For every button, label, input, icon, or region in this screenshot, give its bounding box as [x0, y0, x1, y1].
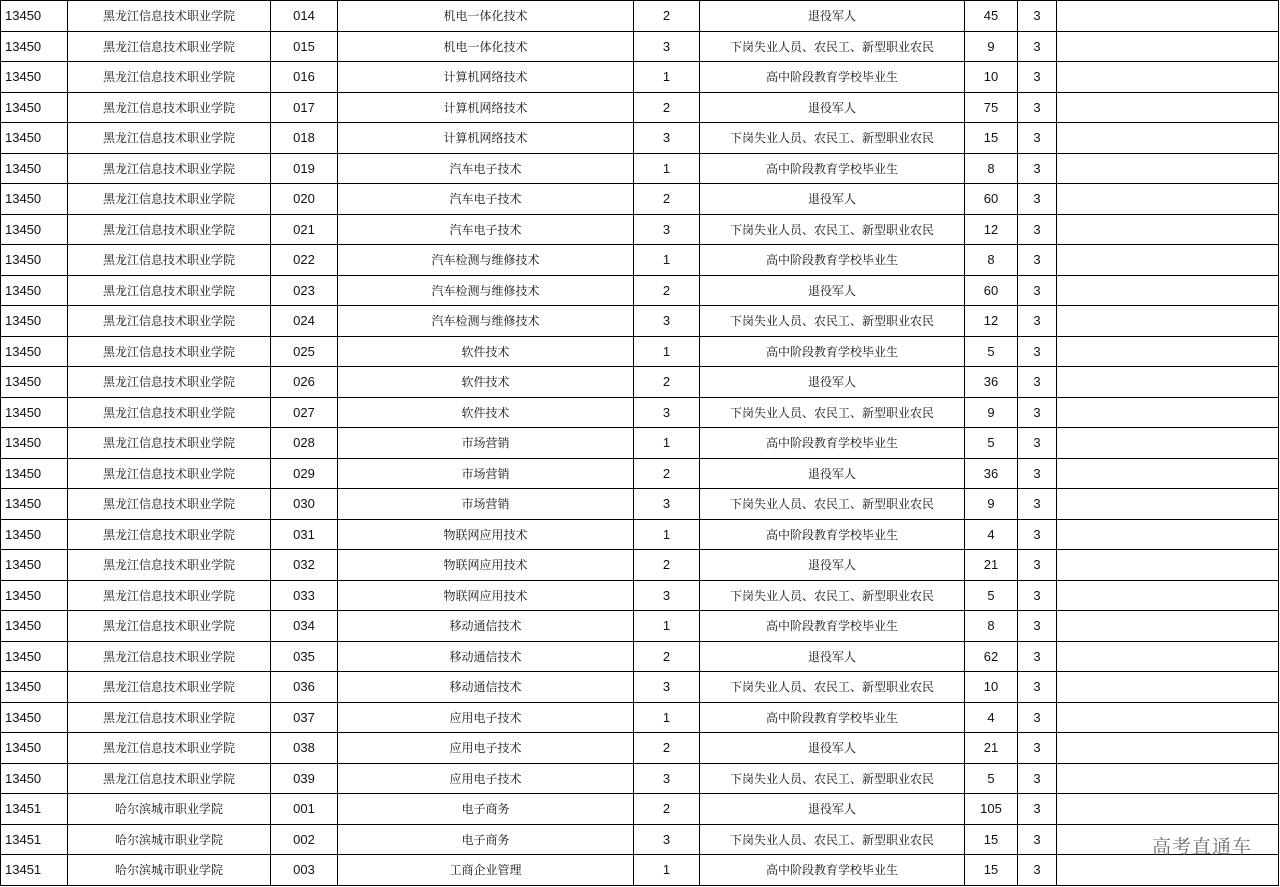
table-row	[1, 275, 1279, 306]
cell-remark	[1057, 62, 1279, 93]
cell-remark	[1057, 611, 1279, 642]
cell-plan-count: 75	[965, 92, 1018, 123]
cell-major-code: 023	[271, 275, 338, 306]
table-row	[1, 306, 1279, 337]
cell-plan-count: 5	[965, 763, 1018, 794]
cell-school-code: 13451	[1, 824, 68, 855]
cell-school-name: 哈尔滨城市职业学院	[68, 824, 271, 855]
cell-major-name: 软件技术	[338, 336, 634, 367]
cell-category-name: 高中阶段教育学校毕业生	[700, 245, 965, 276]
cell-major-name: 汽车电子技术	[338, 153, 634, 184]
table-row	[1, 245, 1279, 276]
cell-school-name: 黑龙江信息技术职业学院	[68, 92, 271, 123]
cell-school-code: 13450	[1, 275, 68, 306]
cell-plan-count: 10	[965, 62, 1018, 93]
cell-category-name: 退役军人	[700, 1, 965, 32]
cell-school-code: 13450	[1, 763, 68, 794]
cell-school-name: 哈尔滨城市职业学院	[68, 794, 271, 825]
cell-plan-count: 9	[965, 489, 1018, 520]
cell-school-code: 13450	[1, 367, 68, 398]
cell-category-code: 3	[634, 824, 700, 855]
cell-school-code: 13450	[1, 428, 68, 459]
cell-major-name: 移动通信技术	[338, 611, 634, 642]
cell-major-name: 应用电子技术	[338, 702, 634, 733]
cell-school-code: 13450	[1, 306, 68, 337]
cell-major-code: 038	[271, 733, 338, 764]
cell-school-name: 黑龙江信息技术职业学院	[68, 428, 271, 459]
cell-remark	[1057, 489, 1279, 520]
cell-school-code: 13450	[1, 489, 68, 520]
cell-category-code: 2	[634, 550, 700, 581]
cell-category-name: 高中阶段教育学校毕业生	[700, 428, 965, 459]
cell-category-code: 2	[634, 92, 700, 123]
cell-major-code: 017	[271, 92, 338, 123]
cell-category-name: 退役军人	[700, 367, 965, 398]
cell-school-code: 13450	[1, 702, 68, 733]
cell-category-name: 下岗失业人员、农民工、新型职业农民	[700, 824, 965, 855]
cell-major-code: 032	[271, 550, 338, 581]
cell-remark	[1057, 92, 1279, 123]
cell-school-code: 13450	[1, 519, 68, 550]
cell-category-name: 退役军人	[700, 458, 965, 489]
cell-category-name: 退役军人	[700, 794, 965, 825]
cell-category-name: 下岗失业人员、农民工、新型职业农民	[700, 672, 965, 703]
cell-plan-count: 8	[965, 611, 1018, 642]
cell-category-name: 高中阶段教育学校毕业生	[700, 153, 965, 184]
cell-remark	[1057, 367, 1279, 398]
cell-duration: 3	[1018, 153, 1057, 184]
cell-school-name: 黑龙江信息技术职业学院	[68, 489, 271, 520]
cell-major-code: 029	[271, 458, 338, 489]
cell-major-code: 015	[271, 31, 338, 62]
cell-school-code: 13450	[1, 184, 68, 215]
cell-major-name: 汽车检测与维修技术	[338, 306, 634, 337]
cell-major-code: 002	[271, 824, 338, 855]
cell-plan-count: 9	[965, 31, 1018, 62]
table-row	[1, 580, 1279, 611]
cell-duration: 3	[1018, 92, 1057, 123]
cell-category-code: 2	[634, 367, 700, 398]
cell-school-name: 黑龙江信息技术职业学院	[68, 519, 271, 550]
cell-major-name: 物联网应用技术	[338, 519, 634, 550]
table-row	[1, 672, 1279, 703]
table-row	[1, 824, 1279, 855]
cell-plan-count: 105	[965, 794, 1018, 825]
cell-major-name: 机电一体化技术	[338, 1, 634, 32]
cell-school-name: 黑龙江信息技术职业学院	[68, 367, 271, 398]
cell-category-name: 退役军人	[700, 733, 965, 764]
cell-duration: 3	[1018, 824, 1057, 855]
cell-category-code: 3	[634, 123, 700, 154]
cell-major-code: 018	[271, 123, 338, 154]
cell-category-code: 3	[634, 580, 700, 611]
cell-school-code: 13450	[1, 92, 68, 123]
cell-category-name: 高中阶段教育学校毕业生	[700, 519, 965, 550]
cell-major-code: 022	[271, 245, 338, 276]
cell-plan-count: 8	[965, 153, 1018, 184]
table-row	[1, 397, 1279, 428]
table-row	[1, 336, 1279, 367]
cell-duration: 3	[1018, 1, 1057, 32]
cell-school-name: 黑龙江信息技术职业学院	[68, 306, 271, 337]
cell-remark	[1057, 336, 1279, 367]
cell-school-code: 13450	[1, 672, 68, 703]
cell-category-name: 下岗失业人员、农民工、新型职业农民	[700, 31, 965, 62]
cell-duration: 3	[1018, 184, 1057, 215]
cell-plan-count: 5	[965, 580, 1018, 611]
cell-duration: 3	[1018, 580, 1057, 611]
cell-category-code: 1	[634, 855, 700, 886]
cell-category-code: 1	[634, 62, 700, 93]
cell-school-code: 13450	[1, 641, 68, 672]
cell-major-name: 汽车检测与维修技术	[338, 275, 634, 306]
cell-major-name: 汽车检测与维修技术	[338, 245, 634, 276]
cell-remark	[1057, 855, 1279, 886]
cell-major-name: 计算机网络技术	[338, 123, 634, 154]
table-row	[1, 458, 1279, 489]
cell-remark	[1057, 214, 1279, 245]
cell-duration: 3	[1018, 306, 1057, 337]
cell-major-code: 024	[271, 306, 338, 337]
cell-plan-count: 5	[965, 428, 1018, 459]
cell-major-name: 移动通信技术	[338, 641, 634, 672]
cell-duration: 3	[1018, 214, 1057, 245]
cell-major-code: 019	[271, 153, 338, 184]
cell-school-name: 黑龙江信息技术职业学院	[68, 336, 271, 367]
cell-remark	[1057, 519, 1279, 550]
cell-duration: 3	[1018, 62, 1057, 93]
cell-plan-count: 36	[965, 367, 1018, 398]
cell-remark	[1057, 31, 1279, 62]
cell-duration: 3	[1018, 733, 1057, 764]
cell-plan-count: 9	[965, 397, 1018, 428]
cell-category-code: 3	[634, 672, 700, 703]
cell-category-code: 1	[634, 428, 700, 459]
table-row	[1, 428, 1279, 459]
cell-major-code: 014	[271, 1, 338, 32]
cell-category-code: 1	[634, 245, 700, 276]
table-row	[1, 794, 1279, 825]
cell-major-name: 市场营销	[338, 428, 634, 459]
cell-school-code: 13450	[1, 611, 68, 642]
cell-category-code: 2	[634, 458, 700, 489]
cell-plan-count: 62	[965, 641, 1018, 672]
cell-category-name: 高中阶段教育学校毕业生	[700, 62, 965, 93]
cell-remark	[1057, 1, 1279, 32]
cell-school-name: 黑龙江信息技术职业学院	[68, 611, 271, 642]
table-row	[1, 489, 1279, 520]
cell-duration: 3	[1018, 275, 1057, 306]
cell-major-name: 市场营销	[338, 489, 634, 520]
cell-major-code: 028	[271, 428, 338, 459]
cell-major-code: 026	[271, 367, 338, 398]
cell-school-name: 黑龙江信息技术职业学院	[68, 672, 271, 703]
cell-school-name: 黑龙江信息技术职业学院	[68, 153, 271, 184]
cell-major-code: 037	[271, 702, 338, 733]
cell-remark	[1057, 550, 1279, 581]
cell-school-code: 13450	[1, 31, 68, 62]
cell-category-code: 2	[634, 184, 700, 215]
cell-remark	[1057, 580, 1279, 611]
cell-category-name: 高中阶段教育学校毕业生	[700, 336, 965, 367]
cell-remark	[1057, 123, 1279, 154]
table-row	[1, 184, 1279, 215]
cell-school-code: 13450	[1, 458, 68, 489]
cell-remark	[1057, 763, 1279, 794]
cell-school-code: 13450	[1, 733, 68, 764]
cell-category-name: 下岗失业人员、农民工、新型职业农民	[700, 214, 965, 245]
cell-major-name: 电子商务	[338, 824, 634, 855]
cell-category-code: 2	[634, 733, 700, 764]
cell-category-name: 下岗失业人员、农民工、新型职业农民	[700, 763, 965, 794]
cell-remark	[1057, 641, 1279, 672]
cell-school-name: 黑龙江信息技术职业学院	[68, 397, 271, 428]
cell-plan-count: 36	[965, 458, 1018, 489]
cell-major-name: 汽车电子技术	[338, 214, 634, 245]
cell-remark	[1057, 794, 1279, 825]
cell-duration: 3	[1018, 702, 1057, 733]
cell-major-name: 电子商务	[338, 794, 634, 825]
cell-duration: 3	[1018, 397, 1057, 428]
cell-duration: 3	[1018, 367, 1057, 398]
cell-major-name: 汽车电子技术	[338, 184, 634, 215]
table-row	[1, 550, 1279, 581]
cell-school-code: 13450	[1, 580, 68, 611]
cell-major-code: 030	[271, 489, 338, 520]
cell-duration: 3	[1018, 519, 1057, 550]
cell-plan-count: 12	[965, 214, 1018, 245]
cell-school-name: 黑龙江信息技术职业学院	[68, 702, 271, 733]
table-row	[1, 62, 1279, 93]
cell-major-code: 031	[271, 519, 338, 550]
table-row	[1, 367, 1279, 398]
cell-category-name: 下岗失业人员、农民工、新型职业农民	[700, 489, 965, 520]
cell-major-code: 033	[271, 580, 338, 611]
cell-category-name: 下岗失业人员、农民工、新型职业农民	[700, 306, 965, 337]
cell-school-name: 黑龙江信息技术职业学院	[68, 214, 271, 245]
cell-school-name: 黑龙江信息技术职业学院	[68, 550, 271, 581]
cell-major-name: 机电一体化技术	[338, 31, 634, 62]
cell-school-code: 13450	[1, 153, 68, 184]
cell-category-name: 退役军人	[700, 275, 965, 306]
cell-school-name: 黑龙江信息技术职业学院	[68, 1, 271, 32]
cell-school-code: 13450	[1, 550, 68, 581]
cell-school-name: 黑龙江信息技术职业学院	[68, 458, 271, 489]
cell-remark	[1057, 702, 1279, 733]
cell-major-name: 计算机网络技术	[338, 92, 634, 123]
cell-duration: 3	[1018, 336, 1057, 367]
cell-category-code: 1	[634, 336, 700, 367]
cell-school-name: 黑龙江信息技术职业学院	[68, 641, 271, 672]
cell-category-code: 1	[634, 519, 700, 550]
cell-major-code: 036	[271, 672, 338, 703]
cell-major-code: 021	[271, 214, 338, 245]
cell-category-code: 3	[634, 306, 700, 337]
cell-category-code: 3	[634, 31, 700, 62]
cell-school-name: 黑龙江信息技术职业学院	[68, 733, 271, 764]
cell-school-code: 13450	[1, 214, 68, 245]
cell-duration: 3	[1018, 428, 1057, 459]
cell-plan-count: 10	[965, 672, 1018, 703]
table-body	[1, 1, 1279, 886]
cell-school-name: 黑龙江信息技术职业学院	[68, 31, 271, 62]
table-row	[1, 855, 1279, 886]
table-row	[1, 519, 1279, 550]
table-row	[1, 611, 1279, 642]
cell-category-code: 3	[634, 397, 700, 428]
cell-school-code: 13450	[1, 123, 68, 154]
cell-duration: 3	[1018, 550, 1057, 581]
cell-school-code: 13450	[1, 397, 68, 428]
table-row	[1, 31, 1279, 62]
cell-category-name: 下岗失业人员、农民工、新型职业农民	[700, 123, 965, 154]
cell-duration: 3	[1018, 458, 1057, 489]
cell-duration: 3	[1018, 794, 1057, 825]
table-row	[1, 214, 1279, 245]
cell-remark	[1057, 275, 1279, 306]
cell-category-name: 退役军人	[700, 184, 965, 215]
cell-major-name: 物联网应用技术	[338, 550, 634, 581]
cell-remark	[1057, 428, 1279, 459]
cell-school-code: 13450	[1, 1, 68, 32]
cell-major-name: 应用电子技术	[338, 733, 634, 764]
cell-major-name: 软件技术	[338, 367, 634, 398]
cell-category-code: 2	[634, 275, 700, 306]
cell-plan-count: 12	[965, 306, 1018, 337]
cell-major-name: 市场营销	[338, 458, 634, 489]
cell-category-code: 2	[634, 794, 700, 825]
cell-duration: 3	[1018, 763, 1057, 794]
cell-major-name: 应用电子技术	[338, 763, 634, 794]
cell-duration: 3	[1018, 641, 1057, 672]
table-row	[1, 641, 1279, 672]
cell-duration: 3	[1018, 31, 1057, 62]
cell-plan-count: 60	[965, 184, 1018, 215]
table-row	[1, 1, 1279, 32]
cell-school-name: 黑龙江信息技术职业学院	[68, 184, 271, 215]
cell-major-code: 039	[271, 763, 338, 794]
table-row	[1, 92, 1279, 123]
cell-duration: 3	[1018, 611, 1057, 642]
cell-plan-count: 60	[965, 275, 1018, 306]
cell-school-code: 13450	[1, 245, 68, 276]
cell-category-name: 高中阶段教育学校毕业生	[700, 702, 965, 733]
cell-school-name: 黑龙江信息技术职业学院	[68, 275, 271, 306]
cell-category-code: 2	[634, 641, 700, 672]
cell-plan-count: 4	[965, 519, 1018, 550]
cell-school-code: 13451	[1, 794, 68, 825]
cell-category-code: 1	[634, 702, 700, 733]
cell-school-code: 13450	[1, 62, 68, 93]
cell-remark	[1057, 672, 1279, 703]
cell-major-name: 软件技术	[338, 397, 634, 428]
cell-plan-count: 15	[965, 824, 1018, 855]
cell-major-name: 物联网应用技术	[338, 580, 634, 611]
cell-major-code: 003	[271, 855, 338, 886]
cell-plan-count: 15	[965, 123, 1018, 154]
cell-plan-count: 15	[965, 855, 1018, 886]
cell-remark	[1057, 458, 1279, 489]
cell-category-code: 1	[634, 611, 700, 642]
cell-remark	[1057, 397, 1279, 428]
cell-plan-count: 5	[965, 336, 1018, 367]
cell-category-name: 高中阶段教育学校毕业生	[700, 855, 965, 886]
cell-duration: 3	[1018, 489, 1057, 520]
table-row	[1, 702, 1279, 733]
cell-category-code: 3	[634, 763, 700, 794]
cell-plan-count: 21	[965, 550, 1018, 581]
table-row	[1, 123, 1279, 154]
cell-duration: 3	[1018, 123, 1057, 154]
cell-major-code: 020	[271, 184, 338, 215]
cell-plan-count: 21	[965, 733, 1018, 764]
cell-category-code: 3	[634, 214, 700, 245]
cell-category-code: 2	[634, 1, 700, 32]
cell-school-code: 13450	[1, 336, 68, 367]
cell-school-name: 黑龙江信息技术职业学院	[68, 580, 271, 611]
cell-category-name: 退役军人	[700, 641, 965, 672]
cell-duration: 3	[1018, 672, 1057, 703]
cell-major-code: 001	[271, 794, 338, 825]
cell-school-name: 黑龙江信息技术职业学院	[68, 123, 271, 154]
cell-duration: 3	[1018, 855, 1057, 886]
cell-plan-count: 8	[965, 245, 1018, 276]
table-row	[1, 153, 1279, 184]
cell-major-code: 034	[271, 611, 338, 642]
cell-remark	[1057, 153, 1279, 184]
cell-school-name: 黑龙江信息技术职业学院	[68, 763, 271, 794]
cell-remark	[1057, 245, 1279, 276]
watermark: 高考直通车	[1151, 836, 1252, 858]
cell-school-name: 黑龙江信息技术职业学院	[68, 245, 271, 276]
cell-school-code: 13451	[1, 855, 68, 886]
cell-major-name: 移动通信技术	[338, 672, 634, 703]
cell-category-code: 3	[634, 489, 700, 520]
cell-major-code: 016	[271, 62, 338, 93]
cell-major-code: 027	[271, 397, 338, 428]
cell-duration: 3	[1018, 245, 1057, 276]
cell-plan-count: 4	[965, 702, 1018, 733]
cell-category-name: 高中阶段教育学校毕业生	[700, 611, 965, 642]
cell-remark	[1057, 306, 1279, 337]
cell-school-name: 哈尔滨城市职业学院	[68, 855, 271, 886]
cell-major-name: 工商企业管理	[338, 855, 634, 886]
cell-plan-count: 45	[965, 1, 1018, 32]
cell-category-code: 1	[634, 153, 700, 184]
cell-major-code: 025	[271, 336, 338, 367]
table-row	[1, 763, 1279, 794]
table-row	[1, 733, 1279, 764]
cell-major-name: 计算机网络技术	[338, 62, 634, 93]
cell-school-name: 黑龙江信息技术职业学院	[68, 62, 271, 93]
cell-remark	[1057, 733, 1279, 764]
cell-category-name: 退役军人	[700, 550, 965, 581]
cell-category-name: 下岗失业人员、农民工、新型职业农民	[700, 580, 965, 611]
cell-remark	[1057, 184, 1279, 215]
cell-category-name: 下岗失业人员、农民工、新型职业农民	[700, 397, 965, 428]
cell-category-name: 退役军人	[700, 92, 965, 123]
cell-major-code: 035	[271, 641, 338, 672]
